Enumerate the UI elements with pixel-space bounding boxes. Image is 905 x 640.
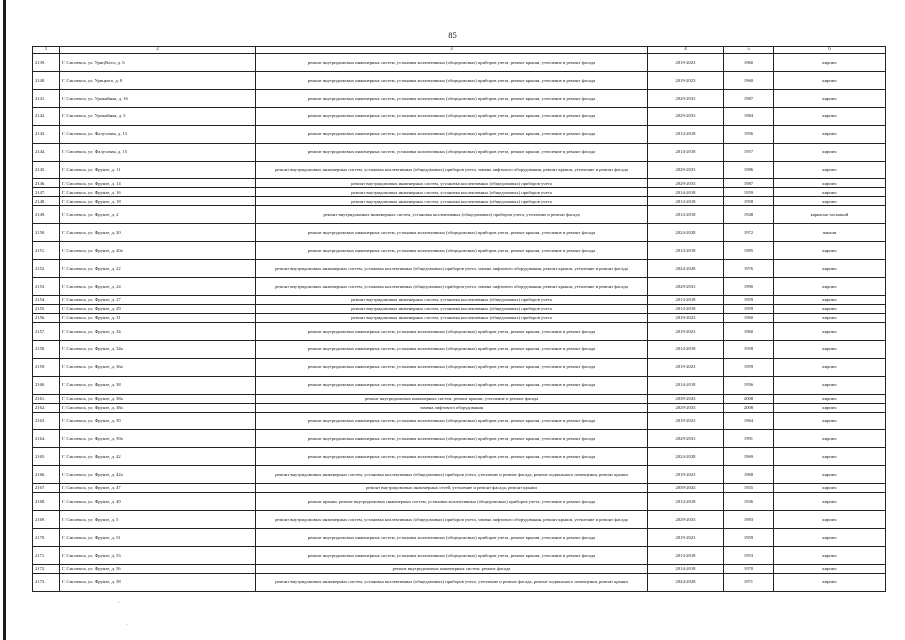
row-works: ремонт внутридомовых инженерных систем, установка коллективных (общедомовых) приборов учета, замена лифтового оборудования, ремонт крыши, утепление и ремонт фасада — [256, 278, 648, 296]
row-period: 2019-2023 — [648, 322, 724, 340]
row-period: 2019-2023 — [648, 529, 724, 547]
row-works: ремонт внутридомовых инженерных систем, установка коллективных (общедомовых) приборов учета, ремонт крыши, утепление и ремонт фасада — [256, 143, 648, 161]
row-address: Г. Смоленск, ул. Фрунзе, д. 38а — [60, 403, 256, 412]
row-number: 2141. — [33, 89, 60, 107]
row-number: 2170. — [33, 529, 60, 547]
row-number: 2172. — [33, 564, 60, 573]
row-works: ремонт внутридомовых инженерных сетей, утепление и ремонт фасада, ремонт крыши — [256, 484, 648, 493]
row-works: ремонт внутридомовых инженерных систем, установка коллективных (общедомовых) приборов учета, ремонт крыши, утепление и ремонт фасада — [256, 224, 648, 242]
page-number: 85 — [448, 30, 457, 40]
row-period: 2024-2028 — [648, 260, 724, 278]
row-period: 2029-2033 — [648, 278, 724, 296]
row-period: 2014-2018 — [648, 340, 724, 358]
row-period: 2019-2023 — [648, 466, 724, 484]
row-address: Г. Смоленск, ул. Фрунзе, д. 38 — [60, 376, 256, 394]
row-number: 2147. — [33, 188, 60, 197]
row-number: 2156. — [33, 313, 60, 322]
row-number: 2167. — [33, 484, 60, 493]
row-wall-material: кирпич — [774, 493, 886, 511]
row-wall-material: кирпич — [774, 260, 886, 278]
row-year-built: 1971 — [724, 573, 774, 591]
table-row — [33, 430, 886, 448]
row-year-built: 1959 — [724, 358, 774, 376]
row-number: 2144. — [33, 143, 60, 161]
row-year-built: 1991 — [724, 430, 774, 448]
row-year-built: 1968 — [724, 466, 774, 484]
row-address: Г. Смоленск, ул. Фрунзе, д. 5 — [60, 511, 256, 529]
row-number: 2162. — [33, 403, 60, 412]
row-year-built: 1987 — [724, 89, 774, 107]
row-year-built: 1956 — [724, 125, 774, 143]
row-works: ремонт внутридомовых инженерных систем, установка коллективных (общедомовых) приборов учета, замена лифтового оборудования, ремонт крыши, утепление и ремонт фасада — [256, 511, 648, 529]
row-works: ремонт внутридомовых инженерных систем, установка коллективных (общедомовых) приборов учета — [256, 304, 648, 313]
row-address: Г. Смоленск, ул. Фрунзе, д. 2 — [60, 206, 256, 224]
table-row — [33, 448, 886, 466]
row-period: 2014-2018 — [648, 304, 724, 313]
row-works: замена лифтового оборудования — [256, 403, 648, 412]
row-wall-material: кирпич — [774, 295, 886, 304]
row-address: Г. Смоленск, ул. Урицкого, д. 8 — [60, 71, 256, 89]
scan-speck: · — [118, 600, 120, 606]
row-wall-material: кирпич — [774, 304, 886, 313]
row-year-built: 1959 — [724, 295, 774, 304]
row-wall-material: кирпич — [774, 511, 886, 529]
table-row — [33, 394, 886, 403]
scan-edge-bar — [3, 0, 6, 640]
row-number: 2142. — [33, 107, 60, 125]
row-address: Г. Смоленск, ул. Фрунзе, д. 56 — [60, 564, 256, 573]
row-period: 2024-2028 — [648, 448, 724, 466]
row-address: Г. Смоленск, ул. Фалусовая, д. 15 — [60, 143, 256, 161]
row-works: ремонт внутридомовых инженерных систем, установка коллективных (общедомовых) приборов учета, ремонт крыши, утепление и ремонт фасада — [256, 529, 648, 547]
row-year-built: 1969 — [724, 448, 774, 466]
row-wall-material: кирпич — [774, 188, 886, 197]
table-row — [33, 484, 886, 493]
table-row — [33, 188, 886, 197]
table-row — [33, 278, 886, 296]
row-year-built: 1983 — [724, 511, 774, 529]
row-address: Г. Смоленск, ул. Фрунзе, д. 38а — [60, 394, 256, 403]
row-period: 2029-2033 — [648, 511, 724, 529]
row-address: Г. Смоленск, ул. Фрунзе, д. 20а — [60, 242, 256, 260]
row-period: 2029-2033 — [648, 430, 724, 448]
row-wall-material: кирпич — [774, 466, 886, 484]
row-number: 2166. — [33, 466, 60, 484]
table-row — [33, 546, 886, 564]
column-number: 2 — [60, 47, 256, 54]
row-year-built: 1959 — [724, 304, 774, 313]
row-period: 2014-2018 — [648, 206, 724, 224]
row-period: 2029-2033 — [648, 179, 724, 188]
row-wall-material: кирпич — [774, 242, 886, 260]
row-address: Г. Смоленск, ул. Фрунзе, д. 49 — [60, 493, 256, 511]
row-address: Г. Смоленск, ул. Фрунзе, д. 39а — [60, 430, 256, 448]
row-works: ремонт внутридомовых инженерных систем, установка коллективных (общедомовых) приборов учета, ремонт крыши, утепление и ремонт фасада — [256, 448, 648, 466]
row-wall-material: кирпич — [774, 125, 886, 143]
row-year-built: 1985 — [724, 242, 774, 260]
row-number: 2149. — [33, 206, 60, 224]
row-address: Г. Смоленск, ул. Фрунзе, д. 11 — [60, 161, 256, 179]
column-number-row — [33, 47, 886, 54]
row-year-built: 1970 — [724, 564, 774, 573]
row-address: Г. Смоленск, ул. Фрунзе, д. 39 — [60, 412, 256, 430]
row-period: 2014-2018 — [648, 493, 724, 511]
row-number: 2173. — [33, 573, 60, 591]
row-wall-material: кирпич — [774, 376, 886, 394]
row-number: 2152. — [33, 260, 60, 278]
row-number: 2148. — [33, 197, 60, 206]
row-works: ремонт крыши, ремонт внутридомовых инженерных систем, установка коллективных (общедомовых) приборов учета, утепление и ремонт фасада — [256, 493, 648, 511]
row-wall-material: кирпич — [774, 71, 886, 89]
row-wall-material: кирпич — [774, 448, 886, 466]
row-works: ремонт внутридомовых инженерных систем, установка коллективных (общедомовых) приборов учета — [256, 197, 648, 206]
row-works: ремонт внутридомовых инженерных систем, установка коллективных (общедомовых) приборов учета, ремонт крыши, утепление и ремонт фасада — [256, 430, 648, 448]
row-wall-material: кирпич — [774, 161, 886, 179]
registry-table — [32, 46, 886, 592]
row-works: ремонт внутридомовых инженерных систем, установка коллективных (общедомовых) приборов учета — [256, 179, 648, 188]
row-wall-material: кирпич — [774, 322, 886, 340]
row-address: Г. Смоленск, ул. Фрунзе, д. 27 — [60, 295, 256, 304]
table-row — [33, 573, 886, 591]
row-address: Г. Смоленск, ул. Фрунзе, д. 24 — [60, 278, 256, 296]
row-wall-material: кирпич — [774, 197, 886, 206]
row-address: Г. Смоленск, ул. Урожайная, д. 16 — [60, 89, 256, 107]
row-period: 2014-2018 — [648, 242, 724, 260]
row-period: 2014-2018 — [648, 376, 724, 394]
table-row — [33, 206, 886, 224]
row-number: 2139. — [33, 54, 60, 72]
row-address: Г. Смоленск, ул. Фрунзе, д. 18 — [60, 197, 256, 206]
row-period: 2029-2033 — [648, 107, 724, 125]
row-wall-material: кирпич — [774, 564, 886, 573]
row-wall-material: кирпич — [774, 484, 886, 493]
row-period: 2014-2018 — [648, 125, 724, 143]
row-works: ремонт внутридомовых инженерных систем, установка коллективных (общедомовых) приборов учета, ремонт крыши, утепление и ремонт фасада — [256, 107, 648, 125]
table-row — [33, 304, 886, 313]
table-row — [33, 403, 886, 412]
row-address: Г. Смоленск, ул. Фрунзе, д. 16 — [60, 188, 256, 197]
row-wall-material: кирпич — [774, 358, 886, 376]
row-works: ремонт внутридомовых инженерных систем, установка коллективных (общедомовых) приборов учета, ремонт крыши, утепление и ремонт фасада — [256, 358, 648, 376]
row-period: 2014-2018 — [648, 188, 724, 197]
row-year-built: 1935 — [724, 484, 774, 493]
row-address: Г. Смоленск, ул. Фрунзе, д. 42 — [60, 448, 256, 466]
row-year-built: 2008 — [724, 394, 774, 403]
column-number: 4 — [648, 47, 724, 54]
column-number: 6 — [774, 47, 886, 54]
table-row — [33, 295, 886, 304]
row-year-built: 1987 — [724, 179, 774, 188]
row-works: ремонт внутридомовых инженерных систем, установка коллективных (общедомовых) приборов учета — [256, 313, 648, 322]
table-row — [33, 161, 886, 179]
row-wall-material: кирпич — [774, 179, 886, 188]
row-number: 2159. — [33, 358, 60, 376]
row-works: ремонт внутридомовых инженерных систем, установка коллективных (общедомовых) приборов учета, ремонт крыши, утепление и ремонт фасада — [256, 376, 648, 394]
row-period: 2019-2023 — [648, 54, 724, 72]
table-row — [33, 322, 886, 340]
table-row — [33, 466, 886, 484]
row-wall-material: кирпич — [774, 573, 886, 591]
row-works: ремонт внутридомовых инженерных систем, установка коллективных (общедомовых) приборов учета, ремонт крыши, утепление и ремонт фасада — [256, 546, 648, 564]
row-period: 2029-2033 — [648, 403, 724, 412]
row-year-built: 1976 — [724, 260, 774, 278]
row-address: Г. Смоленск, ул. Фрунзе, д. 53 — [60, 546, 256, 564]
row-period: 2029-2033 — [648, 89, 724, 107]
row-number: 2153. — [33, 278, 60, 296]
table-row — [33, 197, 886, 206]
row-address: Г. Смоленск, ул. Фрунзе, д. 58 — [60, 573, 256, 591]
row-year-built: 1960 — [724, 322, 774, 340]
table-row — [33, 340, 886, 358]
row-period: 2039-2043 — [648, 394, 724, 403]
row-year-built: 1986 — [724, 161, 774, 179]
row-year-built: 1959 — [724, 529, 774, 547]
row-number: 2169. — [33, 511, 60, 529]
row-wall-material: панели — [774, 224, 886, 242]
row-address: Г. Смоленск, ул. Фрунзе, д. 47 — [60, 484, 256, 493]
table-row — [33, 224, 886, 242]
row-address: Г. Смоленск, ул. Фалусовая, д. 13 — [60, 125, 256, 143]
row-address: Г. Смоленск, ул. Фрунзе, д. 51 — [60, 529, 256, 547]
row-wall-material: кирпич — [774, 89, 886, 107]
row-number: 2157. — [33, 322, 60, 340]
row-period: 2014-2018 — [648, 143, 724, 161]
row-address: Г. Смоленск, ул. Фрунзе, д. 34а — [60, 340, 256, 358]
row-wall-material: кирпич — [774, 430, 886, 448]
row-number: 2168. — [33, 493, 60, 511]
row-period: 2019-2023 — [648, 412, 724, 430]
row-year-built: 2008 — [724, 403, 774, 412]
row-number: 2154. — [33, 295, 60, 304]
row-year-built: 1959 — [724, 188, 774, 197]
row-period: 2019-2023 — [648, 313, 724, 322]
table-row — [33, 260, 886, 278]
row-works: ремонт внутридомовых инженерных систем, установка коллективных (общедомовых) приборов учета, замена лифтового оборудования, ремонт крыши, утепление и ремонт фасада — [256, 260, 648, 278]
row-year-built: 1953 — [724, 546, 774, 564]
row-works: ремонт внутридомовых инженерных систем, установка коллективных (общедомовых) приборов учета, ремонт крыши, утепление и ремонт фасада — [256, 71, 648, 89]
table-row — [33, 376, 886, 394]
row-year-built: 1957 — [724, 143, 774, 161]
row-number: 2163. — [33, 412, 60, 430]
row-address: Г. Смоленск, ул. Фрунзе, д. 36а — [60, 358, 256, 376]
row-number: 2150. — [33, 224, 60, 242]
table-row — [33, 493, 886, 511]
row-works: ремонт внутридомовых инженерных систем, ремонт фасада — [256, 564, 648, 573]
row-number: 2146. — [33, 179, 60, 188]
row-number: 2161. — [33, 394, 60, 403]
row-wall-material: кирпич — [774, 107, 886, 125]
row-wall-material: кирпич — [774, 412, 886, 430]
row-wall-material: кирпич — [774, 340, 886, 358]
row-year-built: 1958 — [724, 340, 774, 358]
row-year-built: 1972 — [724, 224, 774, 242]
row-year-built: 1956 — [724, 376, 774, 394]
row-period: 2024-2028 — [648, 573, 724, 591]
row-number: 2165. — [33, 448, 60, 466]
row-address: Г. Смоленск, ул. Фрунзе, д. 14 — [60, 179, 256, 188]
row-wall-material: кирпич — [774, 313, 886, 322]
row-period: 2024-2028 — [648, 224, 724, 242]
column-number: 3 — [256, 47, 648, 54]
row-address: Г. Смоленск, ул. Уриц№ого, д. 6 — [60, 54, 256, 72]
table-row — [33, 71, 886, 89]
table-row — [33, 143, 886, 161]
row-number: 2143. — [33, 125, 60, 143]
row-works: ремонт внутридомовых инженерных систем, установка коллективных (общедомовых) приборов учета, утепление и ремонт фасада, ремонт подвального помещения, ремонт крыши — [256, 573, 648, 591]
row-number: 2158. — [33, 340, 60, 358]
row-number: 2140. — [33, 71, 60, 89]
row-address: Г. Смоленск, ул. Фрунзе, д. 20 — [60, 224, 256, 242]
table-row — [33, 412, 886, 430]
row-address: Г. Смоленск, ул. Фрунзе, д. 34 — [60, 322, 256, 340]
row-period: 2014-2018 — [648, 295, 724, 304]
row-address: Г. Смоленск, ул. Фрунзе, д. 31 — [60, 313, 256, 322]
table-row — [33, 107, 886, 125]
row-address: Г. Смоленск, ул. Фрунзе, д. 22 — [60, 260, 256, 278]
row-wall-material: кирпич — [774, 403, 886, 412]
table-row — [33, 358, 886, 376]
row-year-built: 1936 — [724, 493, 774, 511]
row-works: ремонт внутридомовых инженерных систем, установка коллективных (общедомовых) приборов учета, замена лифтового оборудования, ремонт крыши, утепление и ремонт фасада — [256, 161, 648, 179]
scan-speck: · — [126, 622, 128, 628]
row-number: 2151. — [33, 242, 60, 260]
row-period: 2019-2023 — [648, 358, 724, 376]
table-row — [33, 313, 886, 322]
row-works: ремонт внутридомовых инженерных систем, установка коллективных (общедомовых) приборов учета — [256, 188, 648, 197]
row-year-built: 1964 — [724, 412, 774, 430]
row-works: ремонт внутридомовых инженерных систем, ремонт крыши, утепление и ремонт фасада — [256, 394, 648, 403]
table-row — [33, 529, 886, 547]
row-year-built: 1960 — [724, 54, 774, 72]
table-row — [33, 125, 886, 143]
row-period: 2014-2018 — [648, 197, 724, 206]
row-number: 2155. — [33, 304, 60, 313]
row-works: ремонт внутридомовых инженерных систем, установка коллективных (общедомовых) приборов учета, ремонт крыши, утепление и ремонт фасада — [256, 412, 648, 430]
row-works: ремонт внутридомовых инженерных систем, установка коллективных (общедомовых) приборов учета, ремонт крыши, утепление и ремонт фасада — [256, 89, 648, 107]
table-row — [33, 511, 886, 529]
row-number: 2145. — [33, 161, 60, 179]
row-year-built: 1960 — [724, 313, 774, 322]
row-number: 2160. — [33, 376, 60, 394]
row-wall-material: каркасно-засыпной — [774, 206, 886, 224]
row-year-built: 1990 — [724, 278, 774, 296]
row-period: 2014-2018 — [648, 564, 724, 573]
row-year-built: 1984 — [724, 107, 774, 125]
row-wall-material: кирпич — [774, 54, 886, 72]
row-address: Г. Смоленск, ул. Фрунзе, д. 29 — [60, 304, 256, 313]
row-address: Г. Смоленск, ул. Урожайная, д. 5 — [60, 107, 256, 125]
row-address: Г. Смоленск, ул. Фрунзе, д. 42а — [60, 466, 256, 484]
row-wall-material: кирпич — [774, 546, 886, 564]
row-wall-material: кирпич — [774, 529, 886, 547]
row-wall-material: кирпич — [774, 394, 886, 403]
table-row — [33, 564, 886, 573]
row-year-built: 1958 — [724, 197, 774, 206]
column-number: 1 — [33, 47, 60, 54]
row-wall-material: кирпич — [774, 278, 886, 296]
row-works: ремонт внутридомовых инженерных систем, установка коллективных (общедомовых) приборов учета, ремонт крыши, утепление и ремонт фасада — [256, 125, 648, 143]
row-period: 2014-2018 — [648, 546, 724, 564]
row-year-built: 1948 — [724, 206, 774, 224]
row-works: ремонт внутридомовых инженерных систем, установка коллективных (общедомовых) приборов учета, утепление и ремонт фасада, ремонт подвального помещения, ремонт крыши — [256, 466, 648, 484]
row-period: 2039-2043 — [648, 484, 724, 493]
row-period: 2029-2033 — [648, 161, 724, 179]
table-row — [33, 54, 886, 72]
row-year-built: 1960 — [724, 71, 774, 89]
table-body — [33, 47, 886, 592]
row-number: 2164. — [33, 430, 60, 448]
row-works: ремонт внутридомовых инженерных систем, установка коллективных (общедомовых) приборов учета, ремонт крыши, утепление и ремонт фасада — [256, 340, 648, 358]
table-row — [33, 179, 886, 188]
row-number: 2171. — [33, 546, 60, 564]
row-works: ремонт внутридомовых инженерных систем, установка коллективных (общедомовых) приборов учета, ремонт крыши, утепление и ремонт фасада — [256, 322, 648, 340]
row-wall-material: кирпич — [774, 143, 886, 161]
row-works: ремонт внутридомовых инженерных систем, установка коллективных (общедомовых) приборов учета, утепление и ремонт фасада — [256, 206, 648, 224]
row-works: ремонт внутридомовых инженерных систем, установка коллективных (общедомовых) приборов учета, ремонт крыши, утепление и ремонт фасада — [256, 242, 648, 260]
column-number: 5 — [724, 47, 774, 54]
table-row — [33, 242, 886, 260]
row-works: ремонт внутридомовых инженерных систем, установка коллективных (общедомовых) приборов учета — [256, 295, 648, 304]
row-works: ремонт внутридомовых инженерных систем, установка коллективных (общедомовых) приборов учета, ремонт крыши, утепление и ремонт фасада — [256, 54, 648, 72]
table-row — [33, 89, 886, 107]
row-period: 2019-2023 — [648, 71, 724, 89]
